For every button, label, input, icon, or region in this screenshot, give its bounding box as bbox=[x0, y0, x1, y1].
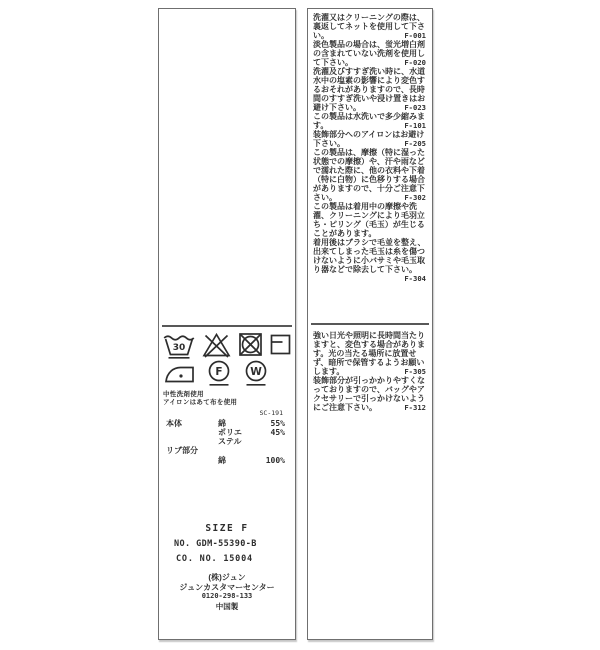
composition-percent: 45% bbox=[270, 427, 285, 437]
care-instruction-paragraph bbox=[313, 238, 427, 274]
care-instruction-text: 着用後はブラシで毛並を整え、出来てしまった毛玉は糸を傷つけないように小バサミや毛玉取り器などで除去して下さい。 bbox=[313, 238, 426, 274]
composition-part bbox=[163, 428, 218, 447]
care-instruction-paragraph bbox=[313, 274, 427, 283]
composition-row bbox=[163, 456, 290, 465]
care-instruction-code: F-023 bbox=[404, 102, 426, 112]
customer-center: ジュンカスタマーセンター bbox=[179, 582, 275, 592]
size-label: SIZE F bbox=[205, 523, 249, 535]
composition-part: リブ部分 bbox=[166, 446, 198, 456]
composition-table bbox=[163, 419, 290, 465]
maker-block bbox=[159, 573, 295, 611]
dry-clean-f-gentle-icon bbox=[206, 360, 232, 387]
dry-flat-icon bbox=[270, 334, 291, 355]
care-instruction-text: この製品は水洗いで多少縮みます。 bbox=[313, 112, 425, 130]
care-symbols-section bbox=[159, 327, 295, 465]
care-instruction-paragraph bbox=[313, 202, 427, 238]
care-instruction-code: F-101 bbox=[404, 120, 426, 130]
svg-text:F: F bbox=[215, 366, 223, 378]
care-instructions-label bbox=[307, 8, 433, 640]
wet-clean-gentle-icon bbox=[243, 360, 269, 387]
composition-row bbox=[163, 446, 290, 455]
care-instruction-paragraph bbox=[313, 148, 427, 202]
care-instruction-text: 装飾部分が引っかかりやすくなっておりますので、バッグやアクセサリーで引っかけないようにご注意下さい。 bbox=[313, 376, 425, 412]
no-bleach-icon bbox=[202, 332, 231, 358]
care-instruction-paragraph bbox=[313, 67, 427, 112]
svg-text:30: 30 bbox=[172, 343, 186, 353]
composition-percent bbox=[247, 446, 290, 455]
composition-part: 本体 bbox=[166, 418, 182, 428]
care-instruction-paragraph bbox=[313, 130, 427, 148]
care-instructions-top-section bbox=[308, 9, 432, 323]
note-iron-cloth: アイロンはあて布を使用 bbox=[163, 398, 238, 406]
care-instructions-bottom-section bbox=[308, 325, 432, 412]
no-tumble-dry-icon bbox=[238, 332, 263, 357]
composition-material: 綿 bbox=[218, 418, 226, 428]
composition-row bbox=[163, 419, 290, 428]
wash-30-gentle-icon bbox=[163, 332, 195, 359]
composition-percent: 100% bbox=[265, 455, 285, 465]
care-instruction-code: F-020 bbox=[404, 57, 426, 67]
composition-material: ポリエステル bbox=[218, 427, 242, 447]
composition-part bbox=[163, 456, 218, 465]
svg-text:W: W bbox=[250, 366, 262, 378]
country-of-origin: 中国製 bbox=[215, 601, 239, 611]
maker-name: (株)ジュン bbox=[208, 573, 246, 583]
care-instruction-code: F-304 bbox=[404, 273, 426, 283]
care-instruction-paragraph bbox=[313, 376, 427, 412]
care-instruction-text: 洗濯又はクリーニングの際は、裏返してネットを使用して下さい。 bbox=[313, 13, 425, 40]
ref-code: SC-191 bbox=[259, 408, 283, 417]
care-instruction-text: 淡色製品の場合は、蛍光増白剤の含まれていない洗剤を使用して下さい。 bbox=[313, 40, 425, 67]
note-detergent: 中性洗剤使用 bbox=[163, 391, 204, 398]
composition-row bbox=[163, 428, 290, 447]
care-notes bbox=[163, 391, 290, 407]
care-instruction-paragraph bbox=[313, 40, 427, 67]
care-instruction-paragraph bbox=[313, 112, 427, 130]
care-instruction-text: 洗濯及びすすぎ洗い時に、水道水中の塩素の影響により変色するおそれがありますので、長時間のすすぎ洗いや浸け置きはお避け下さい。 bbox=[313, 67, 426, 112]
care-instruction-code: F-302 bbox=[404, 192, 426, 202]
care-instruction-text: この製品は着用中の摩擦や洗濯、クリーニングにより毛羽立ち・ピリング（毛玉）が生じることがあります。 bbox=[313, 202, 425, 238]
blank-area bbox=[159, 9, 295, 325]
care-instruction-code: F-305 bbox=[404, 366, 426, 376]
care-instruction-code: F-001 bbox=[404, 30, 426, 40]
care-symbols-row-1 bbox=[163, 332, 290, 359]
company-number: CO. NO. 15004 bbox=[176, 554, 253, 565]
product-number: NO. GDM-55390-B bbox=[174, 539, 257, 550]
care-instruction-code: F-205 bbox=[404, 138, 426, 148]
composition-material bbox=[218, 446, 247, 455]
phone-number: 0120-298-133 bbox=[201, 592, 253, 601]
composition-care-label bbox=[158, 8, 296, 640]
iron-low-icon bbox=[164, 363, 195, 385]
care-instruction-text: この製品は、摩擦（特に湿った状態での摩擦）や、汗や雨などで濡れた際に、他の衣料や下着（特に白物）に色移りする場合がありますので、十分ご注意下さい。 bbox=[313, 148, 425, 202]
care-instruction-code: F-312 bbox=[404, 402, 426, 412]
care-instruction-text: 装飾部分へのアイロンはお避け下さい。 bbox=[313, 130, 425, 148]
size-product-block bbox=[159, 523, 295, 564]
care-instruction-text: 強い日光や照明に長時間当たりますと、変色する場合があります。光の当たる場所に放置せず、暗所で保管するようお願いします。 bbox=[313, 331, 425, 376]
care-instruction-paragraph bbox=[313, 13, 427, 40]
composition-material: 綿 bbox=[218, 455, 226, 465]
care-symbols-row-2 bbox=[163, 360, 290, 387]
composition-percent: 55% bbox=[270, 418, 285, 428]
care-instruction-paragraph bbox=[313, 331, 427, 376]
